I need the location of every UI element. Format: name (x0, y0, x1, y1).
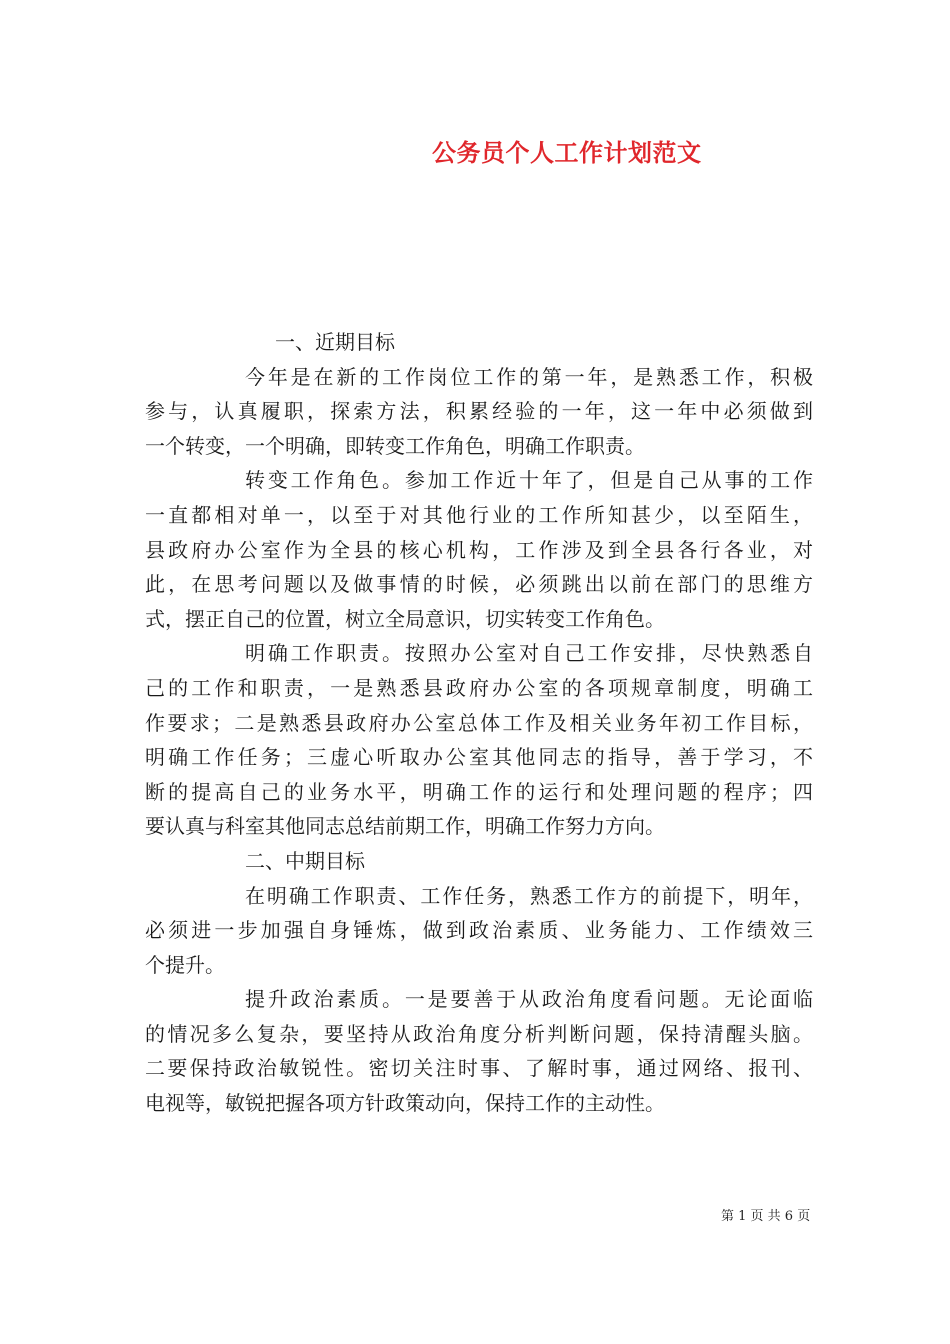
paragraph-line: 参与，认真履职，探索方法，积累经验的一年，这一年中必须做到 (145, 399, 813, 424)
paragraph-line: 今年是在新的工作岗位工作的第一年，是熟悉工作，积极 (245, 364, 813, 389)
page-footer: 第 1 页 共 6 页 (721, 1209, 811, 1224)
document-title: 公务员个人工作计划范文 (432, 138, 702, 167)
paragraph-line: 断的提高自己的业务水平，明确工作的运行和处理问题的程序；四 (145, 779, 813, 804)
paragraph-line: 提升政治素质。一是要善于从政治角度看问题。无论面临 (245, 987, 813, 1012)
paragraph-line: 式，摆正自己的位置，树立全局意识，切实转变工作角色。 (145, 606, 665, 631)
paragraph-line: 的情况多么复杂，要坚持从政治角度分析判断问题，保持清醒头脑。 (145, 1021, 813, 1046)
paragraph-line: 作要求；二是熟悉县政府办公室总体工作及相关业务年初工作目标， (145, 710, 813, 735)
paragraph-line: 个提升。 (145, 952, 225, 977)
paragraph-line: 电视等，敏锐把握各项方针政策动向，保持工作的主动性。 (145, 1091, 665, 1116)
paragraph-line: 一直都相对单一，以至于对其他行业的工作所知甚少，以至陌生， (145, 502, 813, 527)
paragraph-line: 二要保持政治敏锐性。密切关注时事、了解时事，通过网络、报刊、 (145, 1056, 813, 1081)
paragraph-line: 转变工作角色。参加工作近十年了，但是自己从事的工作 (245, 468, 813, 493)
paragraph-line: 必须进一步加强自身锤炼，做到政治素质、业务能力、工作绩效三 (145, 918, 813, 943)
paragraph-line: 明确工作职责。按照办公室对自己工作安排，尽快熟悉自 (245, 641, 813, 666)
document-body (145, 325, 813, 1121)
section-heading: 二、中期目标 (245, 848, 365, 873)
section-heading: 一、近期目标 (275, 330, 395, 354)
paragraph-line: 县政府办公室作为全县的核心机构，工作涉及到全县各行各业，对 (145, 537, 813, 562)
paragraph-line: 一个转变，一个明确，即转变工作角色，明确工作职责。 (145, 433, 645, 458)
paragraph-line: 明确工作任务；三虚心听取办公室其他同志的指导，善于学习，不 (145, 745, 813, 770)
paragraph-line: 己的工作和职责，一是熟悉县政府办公室的各项规章制度，明确工 (145, 675, 813, 700)
paragraph-line: 在明确工作职责、工作任务，熟悉工作方的前提下，明年， (245, 883, 813, 908)
paragraph-line: 要认真与科室其他同志总结前期工作，明确工作努力方向。 (145, 814, 665, 839)
paragraph-line: 此，在思考问题以及做事情的时候，必须跳出以前在部门的思维方 (145, 572, 813, 597)
